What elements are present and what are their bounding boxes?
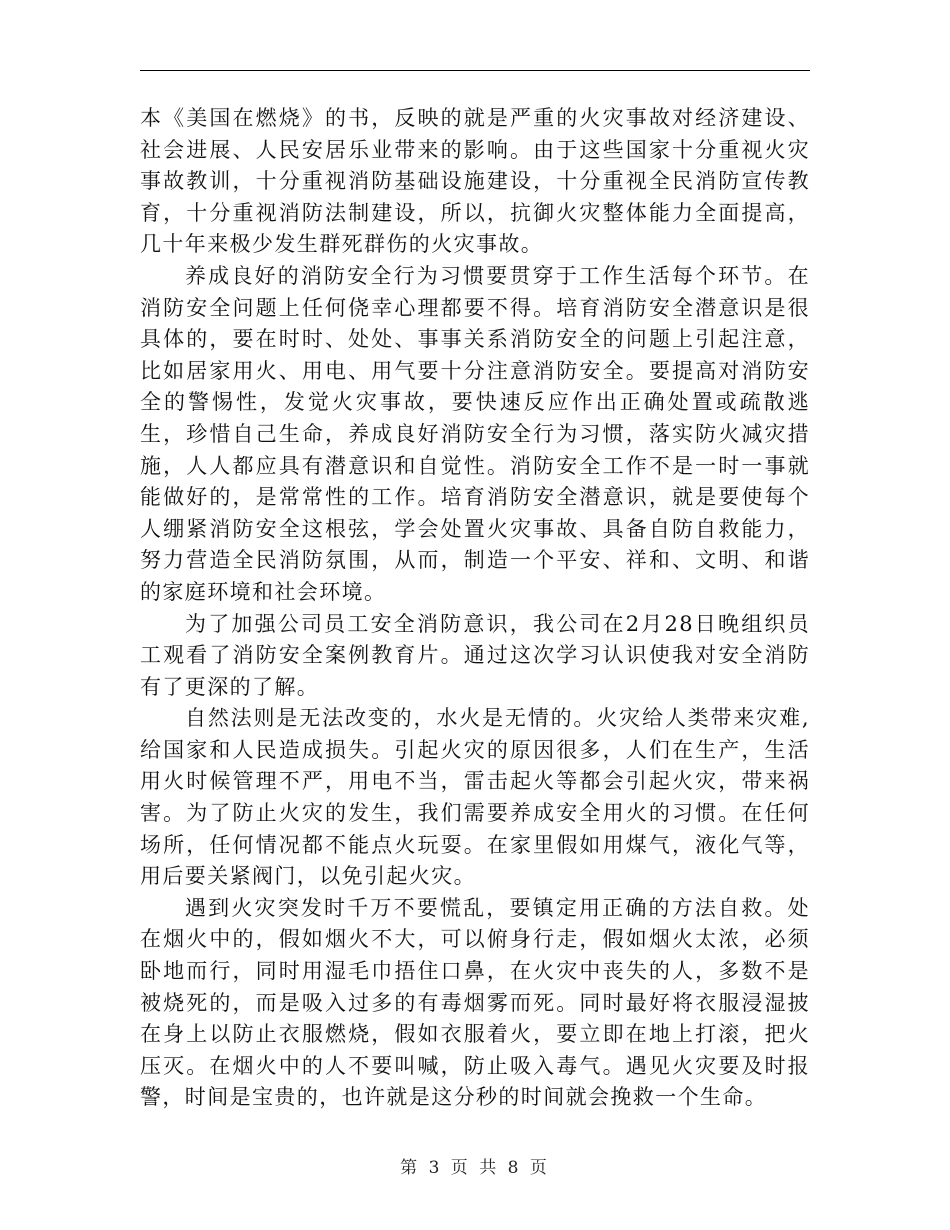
paragraph-safety-habits: 养成良好的消防安全行为习惯要贯穿于工作生活每个环节。在消防安全问题上任何侥幸心理都要不得。培育消防安全潜意识是很具体的，要在时时、处处、事事关系消防安全的问题上引起注意，比如居家用火、用电、用气要十分注意消防安全。要提高对消防安全的警惕性，发觉火灾事故，要快速反应作出正确处置或疏散逃生，珍惜自己生命，养成良好消防安全行为习惯，落实防火减灾措施，人人都应具有潜意识和自觉性。消防安全工作不是一时一事就能做好的，是常常性的工作。培育消防安全潜意识，就是要使每个人绷紧消防安全这根弦，学会处置火灾事故、具备自防自救能力，努力营造全民消防氛围，从而，制造一个平安、祥和、文明、和谐的家庭环境和社会环境。	[140, 263, 810, 604]
paragraph-company-training: 为了加强公司员工安全消防意识，我公司在2月28日晚组织员工观看了消防安全案例教育片。通过这次学习认识使我对安全消防有了更深的了解。	[140, 611, 810, 699]
header-rule	[140, 70, 810, 71]
paragraph-continuation: 本《美国在燃烧》的书，反映的就是严重的火灾事故对经济建设、社会进展、人民安居乐业带来的影响。由于这些国家十分重视火灾事故教训，十分重视消防基础设施建设，十分重视全民消防宣传教育，十分重视消防法制建设，所以，抗御火灾整体能力全面提高，几十年来极少发生群死群伤的火灾事故。	[140, 106, 810, 257]
document-body	[140, 103, 810, 1114]
paragraph-self-rescue: 遇到火灾突发时千万不要慌乱，要镇定用正确的方法自救。处在烟火中的，假如烟火不大，可以俯身行走，假如烟火太浓，必须卧地而行，同时用湿毛巾捂住口鼻，在火灾中丧失的人，多数不是被烧死的，而是吸入过多的有毒烟雾而死。同时最好将衣服浸湿披在身上以防止衣服燃烧，假如衣服着火，要立即在地上打滚，把火压灭。在烟火中的人不要叫喊，防止吸入毒气。遇见火灾要及时报警，时间是宝贵的，也许就是这分秒的时间就会挽救一个生命。	[140, 895, 810, 1110]
page-number-footer: 第 3 页 共 8 页	[400, 1158, 550, 1178]
paragraph-fire-causes: 自然法则是无法改变的，水火是无情的。火灾给人类带来灾难,给国家和人民造成损失。引起火灾的原因很多，人们在生产，生活用火时候管理不严，用电不当，雷击起火等都会引起火灾，带来祸害。为了防止火灾的发生，我们需要养成安全用火的习惯。在任何场所，任何情况都不能点火玩耍。在家里假如用煤气，液化气等，用后要关紧阀门，以免引起火灾。	[140, 706, 810, 889]
